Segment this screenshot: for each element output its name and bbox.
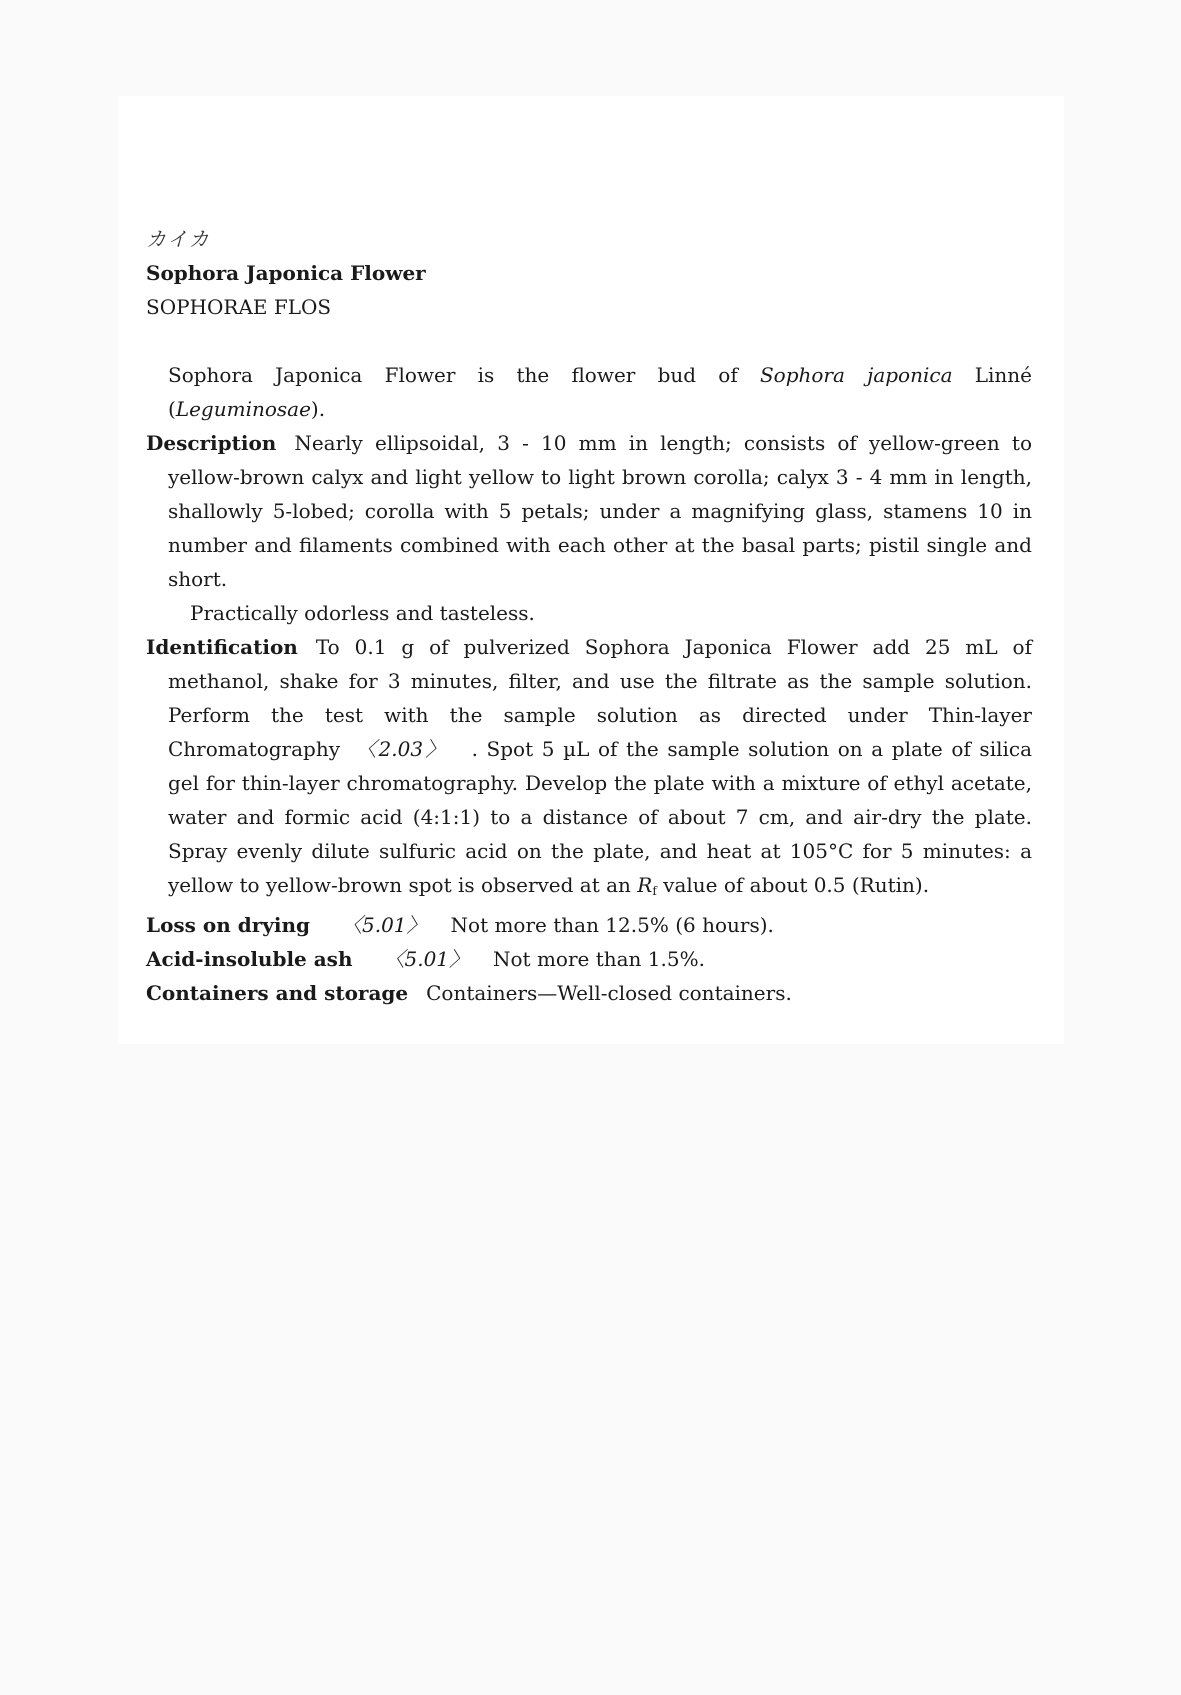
acid-insoluble-ash-label: Acid-insoluble ash bbox=[146, 947, 353, 971]
identification-text-a: To 0.1 g of pulverized Sophora Japonica Flower add 25 mL of methanol, shake for 3 minutes, filter, and use the filtrate as the sample solution. Perform the test with the sample solution as directed under Thin-layer Chromatography bbox=[168, 635, 1032, 761]
identification-section bbox=[146, 630, 1032, 908]
monograph-content bbox=[146, 222, 1032, 1010]
description-section bbox=[146, 426, 1032, 596]
species-name: Sophora japonica bbox=[759, 363, 953, 387]
intro-text-b: Linné ( bbox=[168, 363, 1032, 421]
intro-text-c: ). bbox=[310, 397, 326, 421]
containers-label: Containers and storage bbox=[146, 981, 409, 1005]
loss-on-drying-label: Loss on drying bbox=[146, 913, 310, 937]
english-name: Sophora Japonica Flower bbox=[146, 261, 426, 285]
loss-on-drying-section bbox=[146, 908, 1032, 942]
family-name: Leguminosae bbox=[175, 397, 311, 421]
description-odor: Practically odorless and tasteless. bbox=[190, 601, 535, 625]
intro-paragraph bbox=[146, 358, 1032, 426]
identification-text-b: . Spot 5 µL of the sample solution on a plate of silica gel for thin-layer chromatography. Develop the plate with a mixture of ethyl acetate, water and formic acid (4:1:1) to a distance of about 7 cm, and air-dry the plate. Spray evenly dilute sulfuric acid on the plate, and heat at 105°C for 5 minutes: a yellow to yellow-brown spot is observed at an bbox=[168, 737, 1033, 897]
description-text: Nearly ellipsoidal, 3 - 10 mm in length; consists of yellow-green to yellow-brown calyx and light yellow to light brown corolla; calyx 3 - 4 mm in length, shallowly 5-lobed; corolla with 5 petals; under a magnifying glass, stamens 10 in number and filaments combined with each other at the basal parts; pistil single and short. bbox=[168, 431, 1032, 591]
loss-on-drying-text: Not more than 12.5% (6 hours). bbox=[450, 913, 774, 937]
identification-ref: 〈2.03〉 bbox=[354, 737, 448, 761]
rf-subscript: f bbox=[652, 884, 657, 898]
loss-on-drying-ref: 〈5.01〉 bbox=[342, 913, 427, 937]
identification-label: Identification bbox=[146, 635, 298, 659]
rf-symbol: R bbox=[637, 873, 653, 897]
acid-insoluble-ash-text: Not more than 1.5%. bbox=[493, 947, 705, 971]
description-label: Description bbox=[146, 431, 277, 455]
acid-insoluble-ash-ref: 〈5.01〉 bbox=[384, 947, 470, 971]
identification-text-c: value of about 0.5 (Rutin). bbox=[656, 873, 930, 897]
intro-text-a: Sophora Japonica Flower is the flower bud of bbox=[168, 363, 760, 387]
document-page bbox=[118, 96, 1064, 1044]
containers-section bbox=[146, 976, 1032, 1010]
acid-insoluble-ash-section bbox=[146, 942, 1032, 976]
containers-text: Containers—Well-closed containers. bbox=[426, 981, 792, 1005]
japanese-name: カイカ bbox=[146, 227, 211, 251]
latin-name: SOPHORAE FLOS bbox=[146, 295, 332, 319]
